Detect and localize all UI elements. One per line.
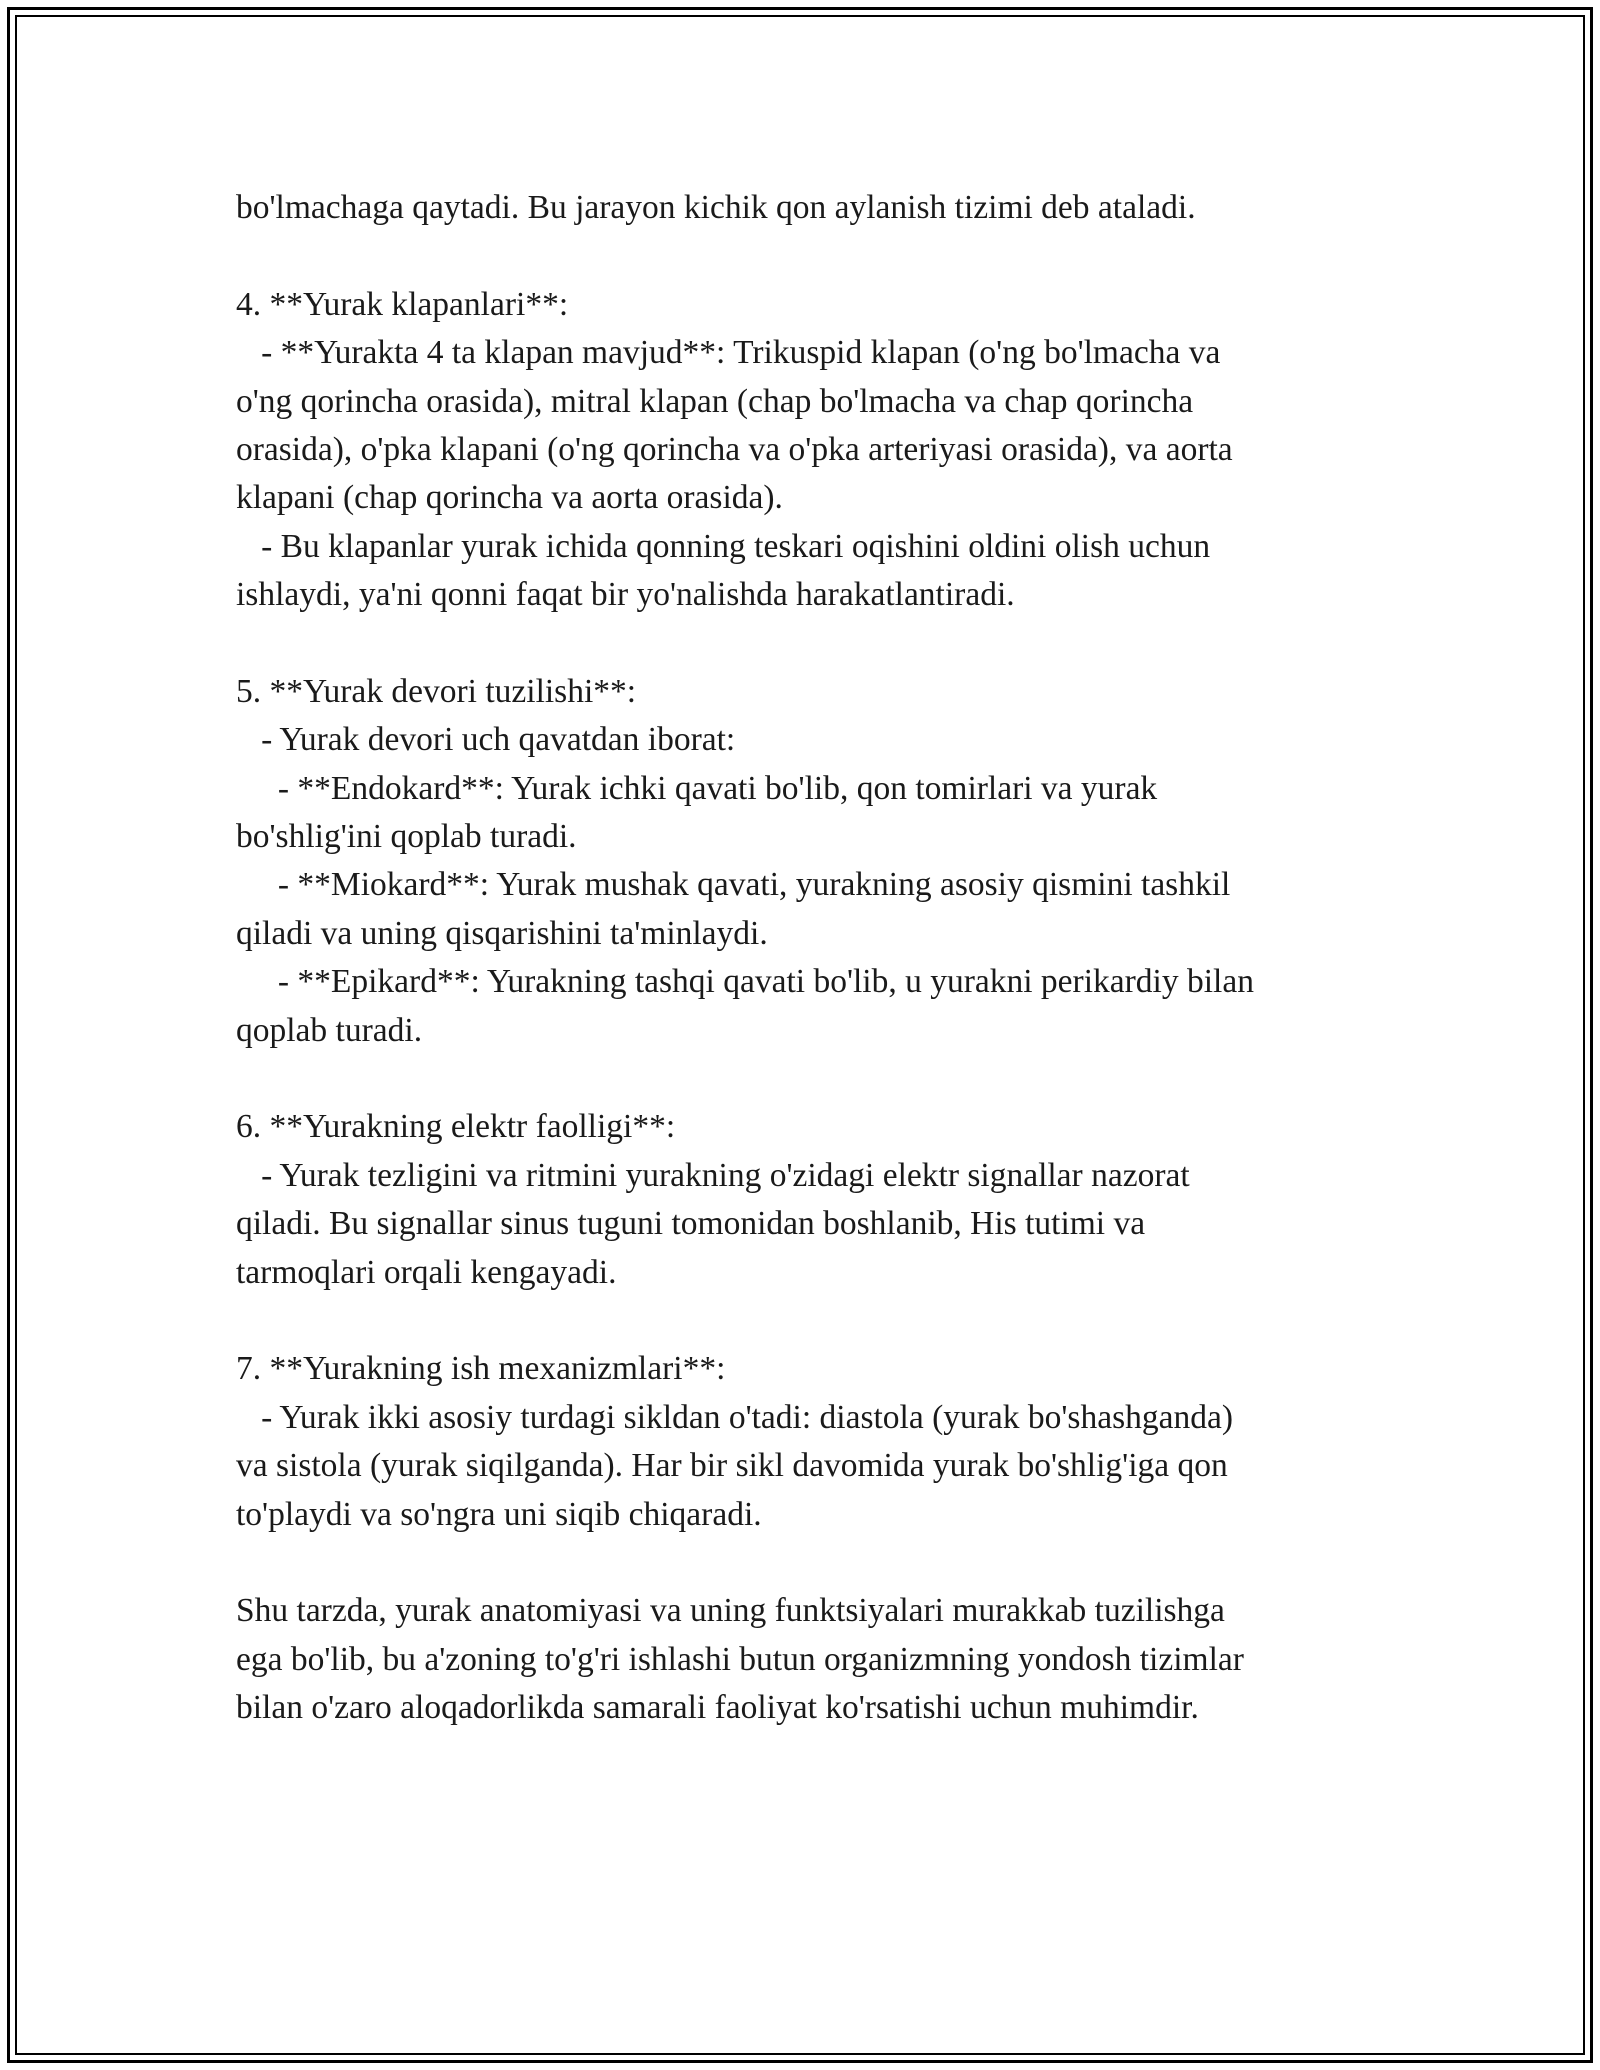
text-line: - Bu klapanlar yurak ichida qonning teskari oqishini oldini olish uchun [236,527,1211,565]
text-line: qoplab turadi. [236,1011,423,1049]
text-line: orasida), o'pka klapani (o'ng qorincha va o'pka arteriyasi orasida), va aorta [236,430,1233,468]
paragraph-gap [236,1055,1376,1103]
text-line: - **Yurakta 4 ta klapan mavjud**: Trikuspid klapan (o'ng bo'lmacha va [236,334,1221,372]
section-heading: 7. **Yurakning ish mexanizmlari**: [236,1350,726,1388]
paragraph-gap [236,620,1376,668]
section-heading: 5. **Yurak devori tuzilishi**: [236,672,637,710]
text-line: va sistola (yurak siqilganda). Har bir sikl davomida yurak bo'shlig'iga qon [236,1447,1228,1485]
text-line: - Yurak devori uch qavatdan iborat: [236,721,736,759]
text-line: bo'shlig'ini qoplab turadi. [236,818,577,856]
text-line: - **Endokard**: Yurak ichki qavati bo'lib, qon tomirlari va yurak [236,769,1158,807]
section-heading: 4. **Yurak klapanlari**: [236,285,569,323]
text-line: - Yurak ikki asosiy turdagi sikldan o'tadi: diastola (yurak bo'shashganda) [236,1398,1234,1436]
text-line: - Yurak tezligini va ritmini yurakning o'zidagi elektr signallar nazorat [236,1156,1190,1194]
text-line: to'playdi va so'ngra uni siqib chiqaradi. [236,1495,762,1533]
text-line: qiladi. Bu signallar sinus tuguni tomonidan boshlanib, His tutimi va [236,1205,1146,1243]
text-line: ega bo'lib, bu a'zoning to'g'ri ishlashi butun organizmning yondosh tizimlar [236,1640,1244,1678]
section-heading: 6. **Yurakning elektr faolligi**: [236,1108,676,1146]
text-line: o'ng qorincha orasida), mitral klapan (chap bo'lmacha va chap qorincha [236,382,1194,420]
text-line: bo'lmachaga qaytadi. Bu jarayon kichik qon aylanish tizimi deb ataladi. [236,189,1196,226]
text-line: qiladi va uning qisqarishini ta'minlaydi. [236,914,768,952]
text-line: ishlaydi, ya'ni qonni faqat bir yo'nalishda harakatlantiradi. [236,576,1015,614]
section-elektr-faolligi [236,1103,1376,1297]
text-line: klapani (chap qorincha va aorta orasida). [236,479,783,517]
conclusion-paragraph [236,1587,1376,1732]
paragraph-gap [236,1297,1376,1345]
section-yurak-klapanlari [236,281,1376,620]
paragraph-gap [236,232,1376,280]
text-line: bilan o'zaro aloqadorlikda samarali faoliyat ko'rsatishi uchun muhimdir. [236,1689,1199,1727]
section-ish-mexanizmlari [236,1345,1376,1539]
section-yurak-devori [236,668,1376,1055]
text-line: tarmoqlari orqali kengayadi. [236,1253,617,1291]
document-body [236,184,1376,1733]
text-line: Shu tarzda, yurak anatomiyasi va uning funktsiyalari murakkab tuzilishga [236,1592,1225,1630]
text-line: - **Miokard**: Yurak mushak qavati, yurakning asosiy qismini tashkil [236,866,1231,904]
paragraph-gap [236,1539,1376,1587]
text-line: - **Epikard**: Yurakning tashqi qavati bo'lib, u yurakni perikardiy bilan [236,963,1254,1001]
paragraph-continuation [236,184,1376,232]
